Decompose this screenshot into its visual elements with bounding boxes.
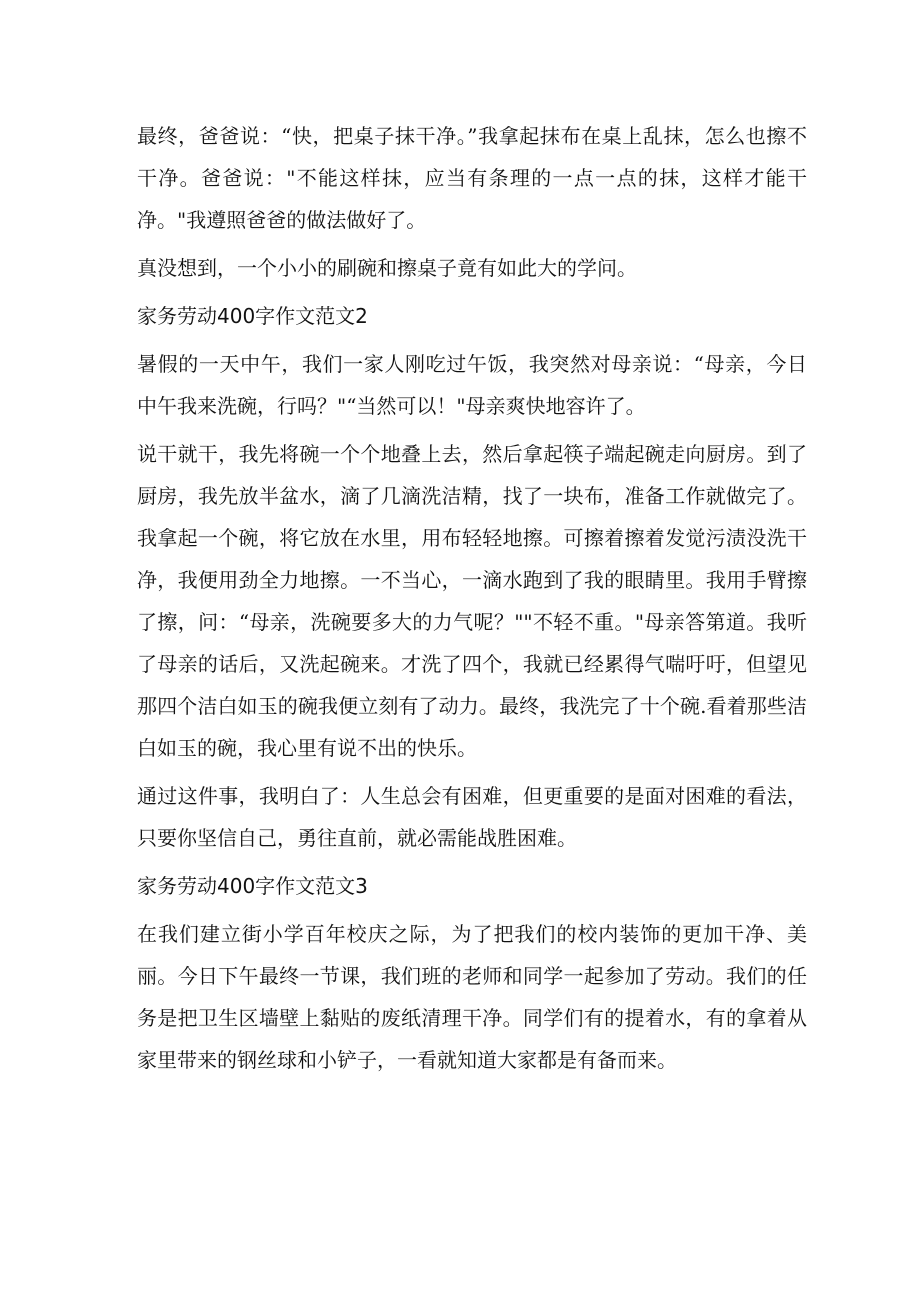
section-heading-3: 家务劳动400字作文范文3	[137, 874, 368, 898]
paragraph-4: 说干就干，我先将碗一个个地叠上去，然后拿起筷子端起碗走向厨房。到了厨房，我先放半盆水，滴了几滴洗洁精，找了一块布，准备工作就做完了。我拿起一个碗，将它放在水里，用布轻轻地擦。可擦着擦着发觉污渍没洗干净，我便用劲全力地擦。一不当心，一滴水跑到了我的眼睛里。我用手臂擦了擦，问：“母亲，洗碗要多大的力气呢？""不轻不重。"母亲答第道。我听了母亲的话后，又洗起碗来。才洗了四个，我就已经累得气喘吁吁，但望见那四个洁白如玉的碗我便立刻有了动力。最终，我洗完了十个碗.看着那些洁白如玉的碗，我心里有说不出的快乐。	[137, 442, 807, 760]
section-heading-2: 家务劳动400字作文范文2	[137, 304, 368, 328]
paragraph-3: 暑假的一天中午，我们一家人刚吃过午饭，我突然对母亲说：“母亲，今日中午我来洗碗，行吗？"“当然可以！"母亲爽快地容许了。	[137, 352, 807, 418]
paragraph-2: 真没想到，一个小小的刷碗和擦桌子竟有如此大的学问。	[137, 256, 637, 280]
paragraph-1: 最终，爸爸说：“快，把桌子抹干净。”我拿起抹布在桌上乱抹，怎么也擦不干净。爸爸说："不能这样抹，应当有条理的一点一点的抹，这样才能干净。"我遵照爸爸的做法做好了。	[137, 124, 807, 232]
paragraph-6: 在我们建立街小学百年校庆之际，为了把我们的校内装饰的更加干净、美丽。今日下午最终一节课，我们班的老师和同学一起参加了劳动。我们的任务是把卫生区墙壁上黏贴的废纸清理干净。同学们有的提着水，有的拿着从家里带来的钢丝球和小铲子，一看就知道大家都是有备而来。	[137, 922, 807, 1072]
paragraph-5: 通过这件事，我明白了：人生总会有困难，但更重要的是面对困难的看法，只要你坚信自己，勇往直前，就必需能战胜困难。	[137, 784, 807, 850]
document-body	[137, 115, 807, 1087]
